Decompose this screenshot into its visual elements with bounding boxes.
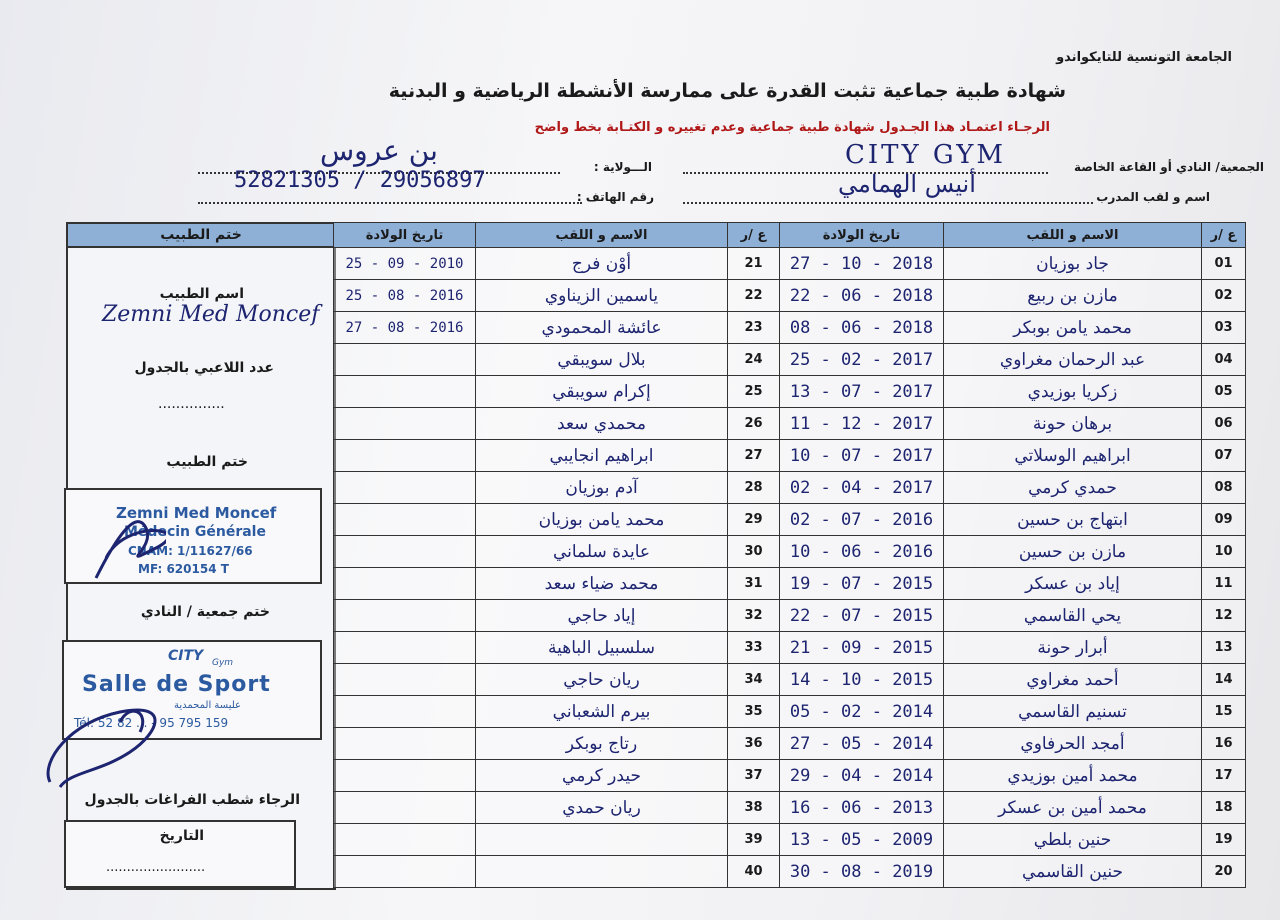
row-number-cell: 30 <box>728 536 780 568</box>
row-number-cell: 32 <box>728 600 780 632</box>
club-label: الجمعية/ النادي أو القاعة الخاصة <box>1074 160 1264 174</box>
player-name-cell: سلسبيل الباهية <box>476 632 728 664</box>
club-stamp-line2: عليسة المحمدية <box>174 700 241 711</box>
player-dob-cell <box>334 376 476 408</box>
player-name-cell: محمد أمين بوزيدي <box>944 760 1202 792</box>
row-number-cell: 02 <box>1202 280 1246 312</box>
doctor-signature-scribble <box>86 498 166 588</box>
club-value: CITY GYM <box>845 140 1007 170</box>
players-count-dots: ............... <box>158 396 225 412</box>
row-number-cell: 34 <box>728 664 780 696</box>
row-number-cell: 33 <box>728 632 780 664</box>
row-number-cell: 12 <box>1202 600 1246 632</box>
player-dob-cell <box>334 856 476 888</box>
player-name-cell: ياسمين الزيناوي <box>476 280 728 312</box>
row-number-cell: 16 <box>1202 728 1246 760</box>
player-name-cell: يحي القاسمي <box>944 600 1202 632</box>
player-dob-cell: 13 - 07 - 2017 <box>780 376 944 408</box>
player-dob-cell <box>334 440 476 472</box>
player-dob-cell <box>334 824 476 856</box>
col-dob-header: تاريخ الولادة <box>780 223 944 248</box>
row-number-cell: 14 <box>1202 664 1246 696</box>
player-name-cell: عايدة سلماني <box>476 536 728 568</box>
row-number-cell: 04 <box>1202 344 1246 376</box>
player-name-cell: إكرام سويبقي <box>476 376 728 408</box>
row-number-cell: 13 <box>1202 632 1246 664</box>
doctor-stamp-label: ختم الطبيب <box>166 454 248 470</box>
club-stamp-line3: Tél: 52 82 ... - 95 795 159 <box>74 716 229 730</box>
player-name-cell: أحمد مغراوي <box>944 664 1202 696</box>
row-number-cell: 18 <box>1202 792 1246 824</box>
row-number-cell: 05 <box>1202 376 1246 408</box>
player-dob-cell: 13 - 05 - 2009 <box>780 824 944 856</box>
col-name-header: الاسم و اللقب <box>944 223 1202 248</box>
player-name-cell: مازن بن حسين <box>944 536 1202 568</box>
fill-notice: الرجاء شطب الفراغات بالجدول <box>84 792 300 808</box>
player-name-cell: ابراهيم الوسلاتي <box>944 440 1202 472</box>
coach-label: اسم و لقب المدرب <box>1096 190 1210 204</box>
player-dob-cell: 21 - 09 - 2015 <box>780 632 944 664</box>
table-row <box>334 664 1246 696</box>
date-label: التاريخ <box>159 828 204 844</box>
players-table-body <box>334 248 1246 888</box>
federation-name: الجامعة التونسية للتايكواندو <box>1056 50 1232 65</box>
coach-value: أنيس الهمامي <box>838 170 976 198</box>
player-dob-cell: 22 - 07 - 2015 <box>780 600 944 632</box>
player-name-cell: محمدي سعد <box>476 408 728 440</box>
player-dob-cell <box>334 696 476 728</box>
notice-text: الرجـاء اعتمـاد هذا الجـدول شهادة طبية جماعية وعدم تغييره و الكتـابة بخط واضح <box>534 120 1050 135</box>
player-name-cell: إياد بن عسكر <box>944 568 1202 600</box>
row-number-cell: 35 <box>728 696 780 728</box>
doctor-stamp <box>64 488 322 584</box>
club-stamp-label: ختم جمعية / النادي <box>140 604 270 620</box>
table-row <box>334 792 1246 824</box>
table-row <box>334 344 1246 376</box>
row-number-cell: 09 <box>1202 504 1246 536</box>
row-number-cell: 29 <box>728 504 780 536</box>
row-number-cell: 26 <box>728 408 780 440</box>
row-number-cell: 23 <box>728 312 780 344</box>
col-number2-header: ع /ر <box>728 223 780 248</box>
player-dob-cell: 16 - 06 - 2013 <box>780 792 944 824</box>
player-name-cell: زكريا بوزيدي <box>944 376 1202 408</box>
table-row <box>334 760 1246 792</box>
player-name-cell: إياد حاجي <box>476 600 728 632</box>
player-name-cell: حيدر كرمي <box>476 760 728 792</box>
player-dob-cell <box>334 760 476 792</box>
table-row <box>334 568 1246 600</box>
player-name-cell: حمدي كرمي <box>944 472 1202 504</box>
player-dob-cell: 25 - 02 - 2017 <box>780 344 944 376</box>
players-table <box>333 222 1246 888</box>
club-stamp-brand-sub: Gym <box>212 658 234 668</box>
table-row <box>334 824 1246 856</box>
doctor-name-label: اسم الطبيب <box>159 286 244 302</box>
club-stamp <box>62 640 322 740</box>
row-number-cell: 03 <box>1202 312 1246 344</box>
player-dob-cell <box>334 728 476 760</box>
table-row <box>334 856 1246 888</box>
player-name-cell: جاد بوزيان <box>944 248 1202 280</box>
row-number-cell: 36 <box>728 728 780 760</box>
table-row <box>334 472 1246 504</box>
player-dob-cell: 10 - 06 - 2016 <box>780 536 944 568</box>
player-name-cell: ابتهاج بن حسين <box>944 504 1202 536</box>
player-dob-cell <box>334 664 476 696</box>
row-number-cell: 39 <box>728 824 780 856</box>
player-dob-cell: 29 - 04 - 2014 <box>780 760 944 792</box>
doctor-stamp-line4: MF: 620154 T <box>138 562 229 576</box>
player-dob-cell: 22 - 06 - 2018 <box>780 280 944 312</box>
player-dob-cell <box>334 344 476 376</box>
player-dob-cell: 30 - 08 - 2019 <box>780 856 944 888</box>
player-name-cell <box>476 824 728 856</box>
player-dob-cell: 02 - 04 - 2017 <box>780 472 944 504</box>
player-dob-cell: 11 - 12 - 2017 <box>780 408 944 440</box>
row-number-cell: 15 <box>1202 696 1246 728</box>
col-name2-header: الاسم و اللقب <box>476 223 728 248</box>
player-dob-cell: 25 - 09 - 2010 <box>334 248 476 280</box>
player-dob-cell <box>334 408 476 440</box>
row-number-cell: 19 <box>1202 824 1246 856</box>
player-name-cell: آدم بوزيان <box>476 472 728 504</box>
player-name-cell: أبرار حونة <box>944 632 1202 664</box>
player-name-cell: أوْن فرج <box>476 248 728 280</box>
row-number-cell: 22 <box>728 280 780 312</box>
coach-dotted-line <box>683 202 1093 204</box>
phone-dotted-line <box>198 202 582 204</box>
player-name-cell: رتاج بوبكر <box>476 728 728 760</box>
player-name-cell: بلال سويبقي <box>476 344 728 376</box>
player-dob-cell: 27 - 08 - 2016 <box>334 312 476 344</box>
player-dob-cell: 14 - 10 - 2015 <box>780 664 944 696</box>
row-number-cell: 10 <box>1202 536 1246 568</box>
document-title: شهادة طبية جماعية تثبت القدرة على ممارسة الأنشطة الرياضية و البدنية <box>388 80 1066 102</box>
row-number-cell: 24 <box>728 344 780 376</box>
row-number-cell: 40 <box>728 856 780 888</box>
players-count-label: عدد اللاعبي بالجدول <box>134 360 274 376</box>
player-name-cell: أمجد الحرفاوي <box>944 728 1202 760</box>
player-dob-cell <box>334 792 476 824</box>
player-dob-cell: 10 - 07 - 2017 <box>780 440 944 472</box>
table-row <box>334 632 1246 664</box>
date-box <box>64 820 296 888</box>
table-row <box>334 312 1246 344</box>
doctor-name-signature: Zemni Med Moncef <box>102 302 320 327</box>
row-number-cell: 37 <box>728 760 780 792</box>
row-number-cell: 31 <box>728 568 780 600</box>
table-row <box>334 248 1246 280</box>
row-number-cell: 38 <box>728 792 780 824</box>
doctor-stamp-line3: CNAM: 1/11627/66 <box>128 544 253 558</box>
player-dob-cell: 05 - 02 - 2014 <box>780 696 944 728</box>
table-row <box>334 440 1246 472</box>
player-dob-cell: 19 - 07 - 2015 <box>780 568 944 600</box>
club-stamp-brand: CITY <box>168 648 204 664</box>
player-dob-cell <box>334 632 476 664</box>
phone-value: 52821305 / 29056897 <box>234 168 486 193</box>
player-name-cell: محمد ضياء سعد <box>476 568 728 600</box>
player-dob-cell <box>334 472 476 504</box>
player-dob-cell <box>334 536 476 568</box>
row-number-cell: 06 <box>1202 408 1246 440</box>
player-name-cell: بيرم الشعباني <box>476 696 728 728</box>
table-row <box>334 600 1246 632</box>
player-dob-cell: 02 - 07 - 2016 <box>780 504 944 536</box>
player-dob-cell <box>334 600 476 632</box>
row-number-cell: 08 <box>1202 472 1246 504</box>
row-number-cell: 11 <box>1202 568 1246 600</box>
player-dob-cell: 27 - 10 - 2018 <box>780 248 944 280</box>
state-value: بن عروس <box>320 134 438 167</box>
table-header-row <box>334 223 1246 248</box>
player-name-cell: ريان حاجي <box>476 664 728 696</box>
player-name-cell: ابراهيم انجايبي <box>476 440 728 472</box>
row-number-cell: 20 <box>1202 856 1246 888</box>
player-dob-cell: 27 - 05 - 2014 <box>780 728 944 760</box>
player-dob-cell <box>334 504 476 536</box>
player-name-cell: عائشة المحمودي <box>476 312 728 344</box>
doctor-stamp-line2: Médecin Générale <box>124 524 266 540</box>
row-number-cell: 25 <box>728 376 780 408</box>
phone-label: رقم الهاتف : <box>576 190 654 204</box>
table-row <box>334 280 1246 312</box>
table-row <box>334 504 1246 536</box>
player-name-cell: تسنيم القاسمي <box>944 696 1202 728</box>
table-row <box>334 728 1246 760</box>
club-signature-scribble <box>30 682 170 792</box>
col-dob2-header: تاريخ الولادة <box>334 223 476 248</box>
player-dob-cell <box>334 568 476 600</box>
player-name-cell: حنين القاسمي <box>944 856 1202 888</box>
player-name-cell: محمد أمين بن عسكر <box>944 792 1202 824</box>
doctor-stamp-column <box>66 222 336 890</box>
player-name-cell: عبد الرحمان مغراوي <box>944 344 1202 376</box>
row-number-cell: 17 <box>1202 760 1246 792</box>
player-name-cell: مازن بن ربيع <box>944 280 1202 312</box>
doctor-stamp-header: ختم الطبيب <box>68 224 334 248</box>
club-stamp-line1: Salle de Sport <box>82 672 271 697</box>
col-number-header: ع /ر <box>1202 223 1246 248</box>
row-number-cell: 21 <box>728 248 780 280</box>
player-name-cell: حنين بلطي <box>944 824 1202 856</box>
date-dots: ........................ <box>106 860 206 875</box>
table-row <box>334 376 1246 408</box>
row-number-cell: 27 <box>728 440 780 472</box>
player-name-cell: محمد يامن بوزيان <box>476 504 728 536</box>
player-name-cell: محمد يامن بوبكر <box>944 312 1202 344</box>
row-number-cell: 01 <box>1202 248 1246 280</box>
table-row <box>334 408 1246 440</box>
player-name-cell: ريان حمدي <box>476 792 728 824</box>
state-label: الـــولاية : <box>593 160 652 174</box>
player-dob-cell: 25 - 08 - 2016 <box>334 280 476 312</box>
table-row <box>334 536 1246 568</box>
player-name-cell: برهان حونة <box>944 408 1202 440</box>
player-name-cell <box>476 856 728 888</box>
row-number-cell: 28 <box>728 472 780 504</box>
table-row <box>334 696 1246 728</box>
row-number-cell: 07 <box>1202 440 1246 472</box>
player-dob-cell: 08 - 06 - 2018 <box>780 312 944 344</box>
doctor-stamp-line1: Zemni Med Moncef <box>116 504 277 522</box>
